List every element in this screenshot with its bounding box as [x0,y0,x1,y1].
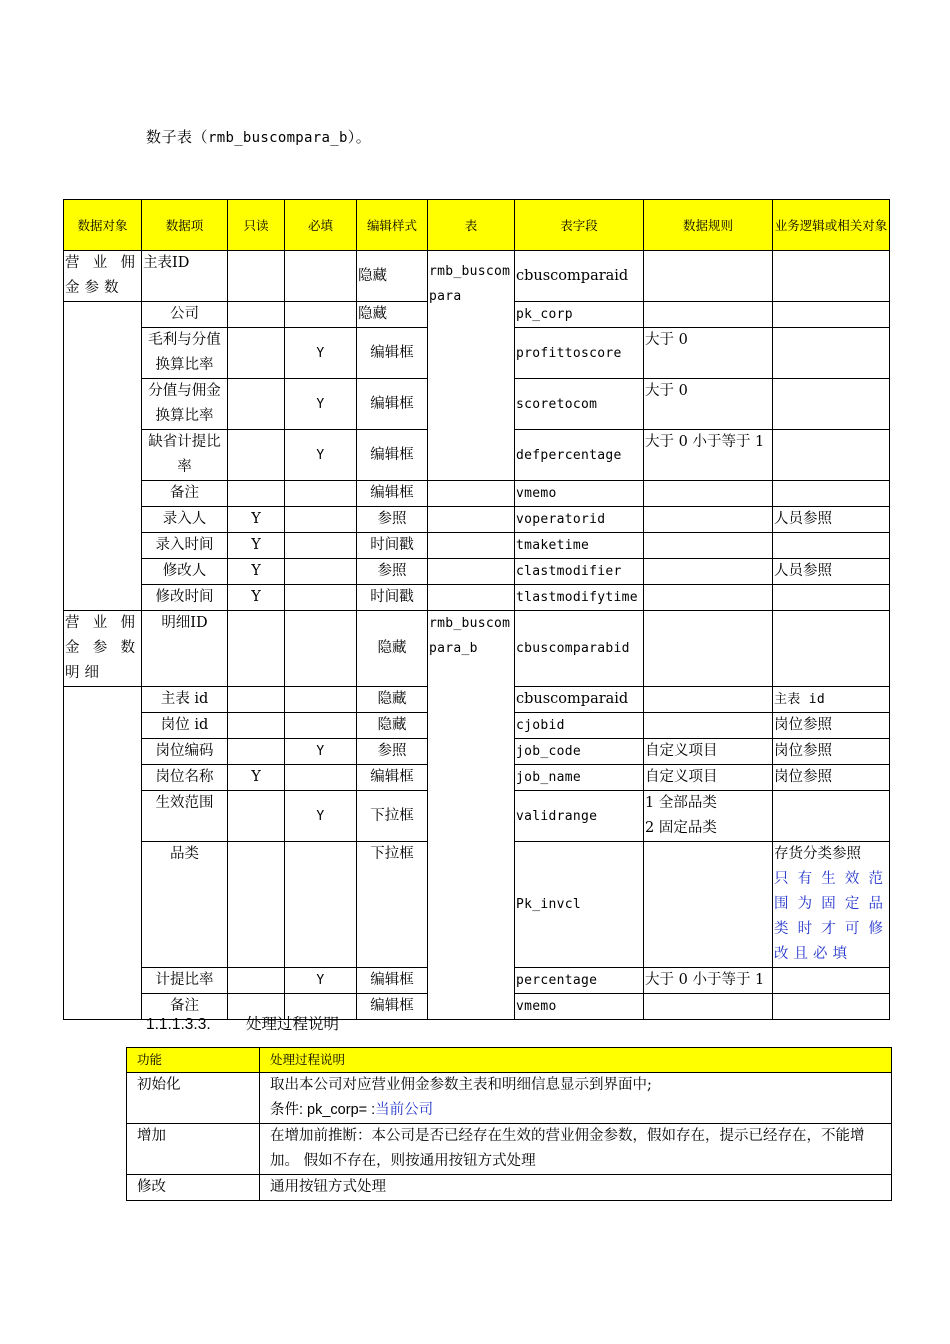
style-cell: 参照 [357,559,428,585]
data-object-cell-continued [64,302,142,611]
header-cell: 必填 [285,200,357,251]
header-cell: 数据项 [142,200,228,251]
process-row [127,1175,892,1201]
field-cell: scoretocom [515,379,644,430]
description-cell: 通用按钮方式处理 [260,1175,892,1201]
rule-cell [644,251,773,302]
item-cell: 缺省计提比率 [142,430,228,481]
field-cell: percentage [515,968,644,994]
readonly-cell [228,687,285,713]
logic-cell: 人员参照 [773,559,890,585]
logic-cell [773,533,890,559]
item-cell: 毛利与分值换算比率 [142,328,228,379]
field-cell: Pk_invcl [515,842,644,968]
field-cell: cbuscomparabid [515,611,644,687]
field-cell: validrange [515,791,644,842]
field-cell: pk_corp [515,302,644,328]
description-cell [260,1073,892,1124]
header-cell: 处理过程说明 [260,1048,892,1073]
rule-cell [644,481,773,507]
required-cell [285,507,357,533]
intro-table-code: rmb_buscompara_b [208,130,348,146]
data-object-cell-continued [64,687,142,1020]
readonly-cell [228,379,285,430]
table-name-cell-empty [428,559,515,585]
logic-cell [773,611,890,687]
rule-cell: 大于 0 [644,328,773,379]
table-header-row [64,200,890,251]
rule-cell [644,533,773,559]
rule-cell [644,842,773,968]
table-row [64,559,890,585]
field-cell: cbuscomparaid [515,687,644,713]
table-row [64,481,890,507]
item-cell: 录入人 [142,507,228,533]
logic-cell [773,968,890,994]
field-cell: tlastmodifytime [515,585,644,611]
logic-cell [773,379,890,430]
item-cell: 岗位名称 [142,765,228,791]
field-cell: cbuscomparaid [515,251,644,302]
intro-text [146,126,371,147]
table-name-cell-empty [428,533,515,559]
item-cell: 岗位 id [142,713,228,739]
rule-cell [644,713,773,739]
item-cell: 分值与佣金换算比率 [142,379,228,430]
required-cell [285,687,357,713]
process-row [127,1073,892,1124]
required-cell: Y [285,430,357,481]
required-cell: Y [285,739,357,765]
rule-cell: 自定义项目 [644,765,773,791]
process-table [126,1047,892,1201]
required-cell [285,765,357,791]
style-cell: 隐藏 [357,302,428,328]
style-cell: 编辑框 [357,968,428,994]
rule-cell [644,302,773,328]
required-cell [285,533,357,559]
style-cell: 隐藏 [357,251,428,302]
logic-cell: 岗位参照 [773,765,890,791]
style-cell: 隐藏 [357,611,428,687]
readonly-cell [228,481,285,507]
readonly-cell [228,842,285,968]
item-cell: 品类 [142,842,228,968]
logic-cell: 岗位参照 [773,739,890,765]
table-row [64,533,890,559]
process-header-row [127,1048,892,1073]
data-object-cell: 营业佣金参数明细 [64,611,142,687]
function-cell: 初始化 [127,1073,260,1124]
section-title: 处理过程说明 [246,1016,340,1033]
style-cell: 编辑框 [357,430,428,481]
rule-cell [644,507,773,533]
rule-cell [644,611,773,687]
intro-suffix: ）。 [347,128,372,146]
style-cell: 编辑框 [357,481,428,507]
style-cell: 隐藏 [357,687,428,713]
field-cell: job_code [515,739,644,765]
required-cell: Y [285,328,357,379]
item-cell: 修改时间 [142,585,228,611]
rule-cell: 大于 0 小于等于 1 [644,968,773,994]
item-cell: 备注 [142,994,228,1020]
style-cell: 下拉框 [357,791,428,842]
rule-cell [644,687,773,713]
field-cell: tmaketime [515,533,644,559]
field-cell: voperatorid [515,507,644,533]
header-cell: 功能 [127,1048,260,1073]
logic-cell: 主表 id [773,687,890,713]
field-cell: profittoscore [515,328,644,379]
table-name-cell-empty [428,481,515,507]
readonly-cell: Y [228,765,285,791]
logic-cell: 岗位参照 [773,713,890,739]
field-cell: vmemo [515,481,644,507]
field-cell: cjobid [515,713,644,739]
table-name-cell-empty [428,585,515,611]
table-name-cell: rmb_buscompara [428,251,515,481]
description-cell: 在增加前推断：本公司是否已经存在生效的营业佣金参数，假如存在，提示已经存在，不能增加。 假如不存在，则按通用按钮方式处理 [260,1124,892,1175]
field-cell: vmemo [515,994,644,1020]
required-cell: Y [285,379,357,430]
logic-cell [773,994,890,1020]
rule-cell [644,585,773,611]
header-cell: 表 [428,200,515,251]
header-cell: 数据规则 [644,200,773,251]
readonly-cell [228,611,285,687]
style-cell: 参照 [357,739,428,765]
condition-prefix: 条件: pk_corp= : [270,1102,376,1118]
required-cell: Y [285,791,357,842]
style-cell: 参照 [357,507,428,533]
field-cell: job_name [515,765,644,791]
readonly-cell: Y [228,507,285,533]
required-cell [285,585,357,611]
process-row [127,1124,892,1175]
item-cell: 明细ID [142,611,228,687]
table-row [64,611,890,687]
logic-cell [773,430,890,481]
style-cell: 时间戳 [357,585,428,611]
readonly-cell: Y [228,585,285,611]
required-cell [285,302,357,328]
readonly-cell [228,739,285,765]
rule-cell: 大于 0 [644,379,773,430]
readonly-cell [228,791,285,842]
item-cell: 公司 [142,302,228,328]
header-cell: 表字段 [515,200,644,251]
header-cell: 业务逻辑或相关对象 [773,200,890,251]
required-cell [285,251,357,302]
style-cell: 时间戳 [357,533,428,559]
style-cell: 编辑框 [357,328,428,379]
table-row [64,507,890,533]
logic-cell [773,302,890,328]
rule-cell: 大于 0 小于等于 1 [644,430,773,481]
section-number: 1.1.1.3.3. [146,1016,211,1033]
style-cell: 编辑框 [357,994,428,1020]
section-heading [146,1012,339,1034]
description-line [270,1098,890,1123]
required-cell [285,559,357,585]
readonly-cell [228,302,285,328]
header-cell: 数据对象 [64,200,142,251]
function-cell: 修改 [127,1175,260,1201]
readonly-cell [228,430,285,481]
readonly-cell [228,328,285,379]
logic-note: 只有生效范围为固定品类时才可修改且必填 [774,871,888,962]
style-cell: 编辑框 [357,379,428,430]
rule-cell: 自定义项目 [644,739,773,765]
required-cell [285,611,357,687]
data-object-cell: 营业佣金参数 [64,251,142,302]
style-cell: 下拉框 [357,842,428,968]
item-cell: 岗位编码 [142,739,228,765]
readonly-cell [228,968,285,994]
rule-cell [644,994,773,1020]
description-line: 取出本公司对应营业佣金参数主表和明细信息显示到界面中; [270,1077,652,1093]
required-cell [285,842,357,968]
rule-cell [644,559,773,585]
intro-prefix: 数子表（ [146,128,209,146]
logic-cell [773,842,890,968]
item-cell: 主表 id [142,687,228,713]
rule-line: 2 固定品类 [645,820,717,836]
item-cell: 主表ID [142,251,228,302]
logic-cell: 人员参照 [773,507,890,533]
logic-line: 存货分类参照 [774,846,861,862]
item-cell: 计提比率 [142,968,228,994]
readonly-cell: Y [228,533,285,559]
readonly-cell [228,713,285,739]
logic-cell [773,251,890,302]
table-row [64,251,890,302]
table-name-cell: rmb_buscompara_b [428,611,515,1020]
rule-line: 1 全部品类 [645,795,717,811]
item-cell: 录入时间 [142,533,228,559]
field-cell: defpercentage [515,430,644,481]
table-name-cell-empty [428,507,515,533]
style-cell: 编辑框 [357,765,428,791]
readonly-cell [228,251,285,302]
item-cell: 生效范围 [142,791,228,842]
data-items-table [63,199,890,1020]
item-cell: 修改人 [142,559,228,585]
item-cell: 备注 [142,481,228,507]
header-cell: 只读 [228,200,285,251]
current-company-link: 当前公司 [375,1102,434,1118]
rule-cell [644,791,773,842]
table-row [64,585,890,611]
header-cell: 编辑样式 [357,200,428,251]
function-cell: 增加 [127,1124,260,1175]
field-cell: clastmodifier [515,559,644,585]
readonly-cell: Y [228,559,285,585]
logic-cell [773,328,890,379]
required-cell: Y [285,968,357,994]
required-cell [285,481,357,507]
logic-cell [773,585,890,611]
logic-cell [773,481,890,507]
style-cell: 隐藏 [357,713,428,739]
required-cell [285,713,357,739]
logic-cell [773,791,890,842]
